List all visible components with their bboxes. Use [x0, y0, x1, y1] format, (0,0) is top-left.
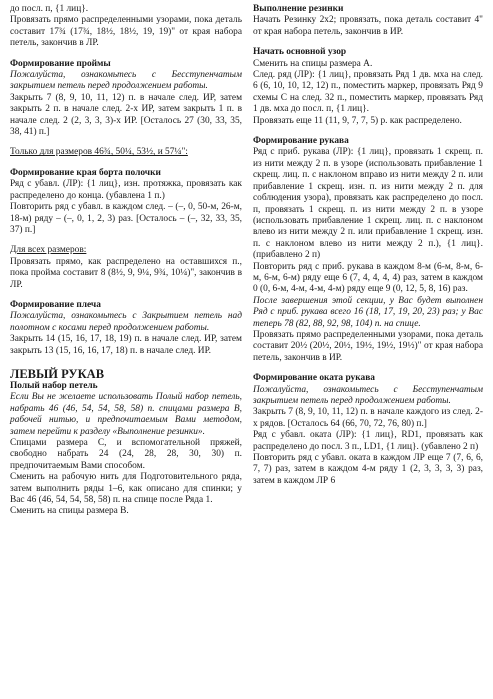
instruction-text: Начать Резинку 2х2; провязать, пока деталь составит 4" от края набора петель, закончив в ИР. — [253, 15, 483, 37]
instruction-text: Закрыть 7 (8, 9, 10, 11, 12) п. в начале каждого из след. 2-х рядов. [Осталось 64 (66, 70, 72, 76, 80) п.] — [253, 407, 483, 429]
size-note: Только для размеров 46¾, 50¼, 53½, и 57¼": — [10, 147, 188, 158]
instruction-text: Провязать прямо распределенными узорами, пока деталь составит 17¾ (17¾, 18½, 18½, 19, 19)" от края набора петель, закончив в ЛР. — [10, 15, 242, 49]
instruction-text: Провязать еще 11 (11, 9, 7, 7, 5) р. как распределено. — [253, 115, 462, 126]
section-heading: Формирование оката рукава — [253, 373, 375, 384]
right-column — [253, 4, 483, 487]
section-heading: Формирование плеча — [10, 299, 101, 310]
section-heading: Формирование рукава — [253, 136, 349, 147]
section-heading: Полый набор петель — [10, 380, 98, 391]
section-heading: Формирование края борта полочки — [10, 167, 161, 178]
instruction-text: Сменить на спицы размера В. — [10, 506, 129, 517]
instruction-text: Закрыть 14 (15, 16, 17, 18, 19) п. в начале след. ИР, затем закрыть 13 (15, 16, 16, 17, 18) п. в начале след. ИР. — [10, 334, 242, 356]
note-text: Пожалуйста, ознакомьтесь с Бесступенчатым закрытием петель перед продолжением работы. — [10, 70, 242, 92]
instruction-text: Сменить на спицы размера А. — [253, 58, 373, 69]
instruction-text: Спицами размера С, и вспомогательной пряжей, свободно набрать 24 (24, 28, 28, 30, 30) п. предпочитаемым Вами способом. — [10, 438, 242, 471]
section-heading: Формирование проймы — [10, 58, 111, 69]
note-text: Если Вы не желаете использовать Полый набор петель, набрать 46 (46, 54, 54, 58, 58) п. спицами размера В, рабочей нитью, и предпочитаемым Вами методом, затем перейти к разделу «Выполнение резинки». — [10, 392, 242, 437]
instruction-text: Провязать прямо распределенными узорами, пока деталь составит 20½ (20½, 20½, 19½, 19½, 19½)" от края набора петель, закончив в ИР. — [253, 329, 483, 363]
instruction-text: Ряд с приб. рукава (ЛР): {1 лиц}, провязать 1 скрещ. п. из нити между 2 п. в узоре (использовать прибавление 1 скрещ. лиц. п. с наклоном вправо из нити между 2 п. или прибавление 1 скрещ. изн. п. из нити между 2 п. для соблюдения узора), провязать как распределено до посл. п, провязать 1 скрещ. п. из нити между 2 п. в узоре (использовать прибавление 1 скрещ. лиц. п. с наклоном влево из нити между 2 п. или прибавление 1 скрещ. изн. п. с наклоном влево из нити между 2 п.), {1 лиц}. (прибавлено 2 п) — [253, 147, 483, 261]
instruction-text: Повторить ряд с приб. рукава в каждом 8-м (6-м, 8-м, 6-м, 6-м, 6-м) ряду еще 6 (7, 4, 4, 4, 4) раз, затем в каждом 0 (0, 6-м, 4-м, 4-м, 4-м) ряду еще 9 (0, 12, 5, 8, 16) раз. — [253, 261, 483, 295]
instruction-text: до посл. п, {1 лиц}. — [10, 4, 89, 14]
instruction-text: Повторить ряд с убавл. в каждом след. – (–, 0, 50-м, 26-м, 18-м) ряду – (–, 0, 1, 2, 3) раз. [Осталось – (–, 32, 33, 35, 37) п.] — [10, 202, 242, 235]
instruction-text: Повторить ряд с убавл. оката в каждом ЛР еще 7 (7, 6, 6, 7, 7) раз, затем в каждом 4-м ряду 1 (2, 3, 3, 3, 3) раз, затем в каждом ЛР 6 — [253, 453, 483, 486]
section-heading: Выполнение резинки — [253, 4, 344, 14]
instruction-text: Ряд с убавл. (ЛР): {1 лиц}, изн. протяжка, провязать как распределено до конца. (убавлена 1 п.) — [10, 179, 242, 201]
instruction-text: Закрыть 7 (8, 9, 10, 11, 12) п. в начале след. ИР, затем закрыть 2 п. в начале след. 2-х ИР, затем закрыть 1 п. в начале след. 2 (2, 3, 3, 3)-х ИР. [Осталось 27 (30, 33, 35, 38, 41) п.] — [10, 92, 242, 138]
note-text: Пожалуйста, ознакомьтесь с Закрытием петель над полотном с косами перед продолжением работы. — [10, 311, 242, 333]
instruction-text: Ряд с убавл. оката (ЛР): {1 лиц}, RD1, провязать как распределено до посл. 3 п., LD1, {1 лиц}. (убавлено 2 п) — [253, 430, 483, 452]
instruction-text: Провязать прямо, как распределено на оставшихся п., пока пройма составит 8 (8½, 9, 9¼, 9¾, 10¼)", закончив в ЛР. — [10, 256, 242, 290]
instruction-text: Сменить на рабочую нить для Подготовительного ряда, затем выполнить ряды 1–6, как описано для спинки; у Вас 46 (46, 54, 54, 58, 58) п. на спице после Ряда 1. — [10, 472, 242, 506]
instruction-text: След. ряд (ЛР): {1 лиц}, провязать Ряд 1 дв. мха на след. 6 (6, 10, 10, 12, 12) п., поместить маркер, провязать Ряд 9 схемы С на след. 32 п., поместить маркер, провязать Ряд 1 дв. мха до посл. п, {1 лиц}. — [253, 70, 483, 115]
size-note: Для всех размеров: — [10, 245, 87, 256]
note-text: После завершения этой секции, у Вас будет выполнен Ряд с приб. рукава всего 16 (18, 17, 19, 20, 23) раз; у Вас теперь 78 (82, 88, 92, 98, 104) п. на спице. — [253, 295, 483, 329]
part-title: ЛЕВЫЙ РУКАВ — [10, 366, 105, 381]
section-heading: Начать основной узор — [253, 47, 347, 58]
left-column — [10, 4, 242, 518]
note-text: Пожалуйста, ознакомьтесь с Бесступенчатым закрытием петель перед продолжением работы. — [253, 384, 483, 406]
